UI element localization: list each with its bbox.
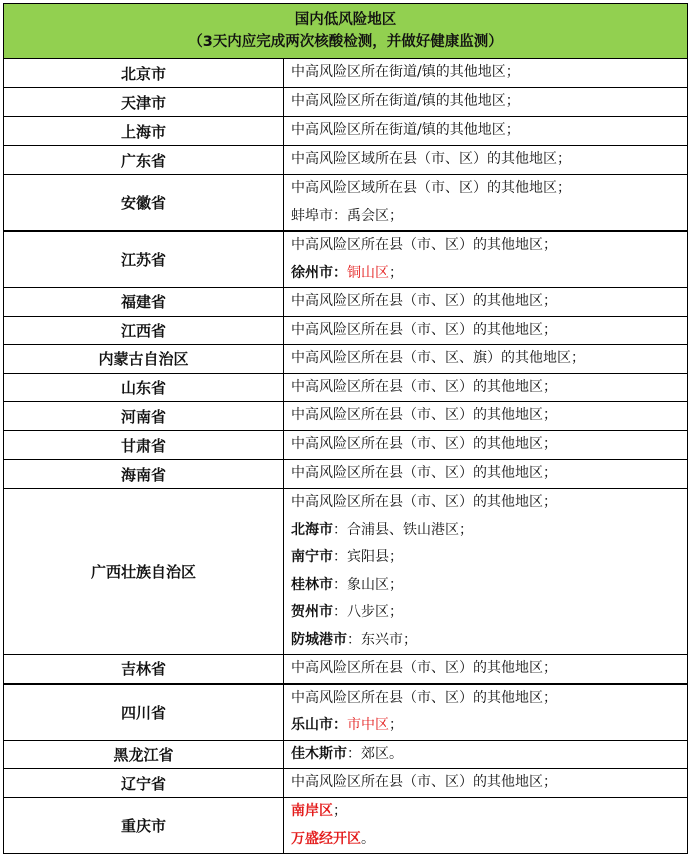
- province-cell: 山东省: [4, 373, 284, 402]
- city-line: [291, 741, 687, 769]
- area-cell: [284, 146, 688, 175]
- area-cell: [284, 231, 688, 288]
- city-line: [291, 517, 687, 545]
- table-row: [4, 146, 688, 175]
- area-line: 中高风险区所在街道/镇的其他地区；: [291, 64, 520, 81]
- table-row: [4, 460, 688, 489]
- table-subtitle: （3天内应完成两次核酸检测，并做好健康监测）: [188, 34, 503, 50]
- area-cell: [284, 740, 688, 769]
- area-line: 中高风险区所在县（市、区、旗）的其他地区；: [291, 350, 585, 366]
- province-cell: 甘肃省: [4, 431, 284, 460]
- table-title: 国内低风险地区: [294, 12, 397, 28]
- district-list: ：象山区；: [333, 576, 403, 593]
- city-name: 徐州市：: [291, 264, 347, 281]
- area-cell: [284, 316, 688, 345]
- district-list: ：东兴市；: [347, 631, 417, 648]
- table-row: [4, 798, 688, 854]
- line-end: ；: [389, 264, 403, 281]
- red-area-line: [291, 826, 687, 854]
- table-row: [4, 740, 688, 769]
- province-cell: 黑龙江省: [4, 740, 284, 769]
- area-line: 中高风险区域所在县（市、区）的其他地区；: [291, 151, 571, 168]
- province-cell: 江苏省: [4, 231, 284, 288]
- area-cell: [284, 431, 688, 460]
- area-line: 蚌埠市：禹会区；: [291, 207, 403, 224]
- district-name: 万盛经开区: [291, 830, 361, 847]
- area-cell: [284, 59, 688, 88]
- province-cell: 重庆市: [4, 798, 284, 854]
- table-row: [4, 345, 688, 374]
- district-name: 南岸区: [291, 803, 333, 819]
- table-row: [4, 655, 688, 684]
- table-header: [4, 4, 688, 59]
- city-name: 北海市: [291, 521, 333, 538]
- area-cell: [284, 769, 688, 798]
- area-line: 中高风险区域所在县（市、区）的其他地区；: [291, 180, 571, 196]
- table-header-row: [4, 4, 688, 59]
- table-row: [4, 769, 688, 798]
- table-row: [4, 431, 688, 460]
- table-row: [4, 684, 688, 741]
- area-line: 中高风险区所在县（市、区）的其他地区；: [291, 407, 557, 424]
- area-cell: [284, 345, 688, 374]
- city-name: 佳木斯市: [291, 745, 347, 762]
- area-line: 中高风险区所在县（市、区）的其他地区；: [291, 436, 557, 453]
- line-end: ；: [389, 717, 403, 733]
- province-cell: 广西壮族自治区: [4, 489, 284, 655]
- area-cell: [284, 460, 688, 489]
- table-row: [4, 373, 688, 402]
- table-row: [4, 88, 688, 117]
- city-name: 南宁市: [291, 549, 333, 565]
- city-line: [291, 627, 687, 655]
- area-line: 中高风险区所在县（市、区）的其他地区；: [291, 660, 557, 676]
- city-line: [291, 544, 687, 572]
- province-cell: 海南省: [4, 460, 284, 489]
- province-cell: 辽宁省: [4, 769, 284, 798]
- district-list: ：八步区；: [333, 604, 403, 620]
- area-line: 中高风险区所在街道/镇的其他地区；: [291, 93, 520, 110]
- area-line: 中高风险区所在县（市、区）的其他地区；: [291, 237, 557, 253]
- table-row: [4, 231, 688, 288]
- city-name: 防城港市: [291, 631, 347, 648]
- table-row: [4, 489, 688, 655]
- line-end: ；: [333, 803, 347, 819]
- red-area-line: [291, 798, 687, 826]
- table-row: [4, 175, 688, 232]
- province-cell: 广东省: [4, 146, 284, 175]
- province-cell: 上海市: [4, 117, 284, 146]
- area-line-detail: [291, 260, 687, 288]
- province-cell: 河南省: [4, 402, 284, 431]
- area-cell: [284, 373, 688, 402]
- province-cell: 福建省: [4, 288, 284, 317]
- area-line: 中高风险区所在县（市、区）的其他地区；: [291, 293, 557, 309]
- province-cell: 江西省: [4, 316, 284, 345]
- district-list: ：郊区。: [347, 745, 403, 762]
- district-list: ：合浦县、铁山港区；: [333, 521, 473, 538]
- area-line: 中高风险区所在县（市、区）的其他地区；: [291, 689, 557, 706]
- table-row: [4, 402, 688, 431]
- area-line: 中高风险区所在街道/镇的其他地区；: [291, 122, 520, 139]
- table-row: [4, 117, 688, 146]
- city-name: 贺州市: [291, 604, 333, 620]
- province-cell: 安徽省: [4, 175, 284, 232]
- area-cell: [284, 175, 688, 232]
- area-line: 中高风险区所在县（市、区）的其他地区；: [291, 494, 557, 510]
- area-cell: [284, 117, 688, 146]
- area-line: 中高风险区所在县（市、区）的其他地区；: [291, 321, 557, 338]
- area-cell: [284, 798, 688, 854]
- area-line: 中高风险区所在县（市、区）的其他地区；: [291, 774, 557, 791]
- area-cell: [284, 402, 688, 431]
- province-cell: 四川省: [4, 684, 284, 741]
- city-line: [291, 599, 687, 627]
- province-cell: 内蒙古自治区: [4, 345, 284, 374]
- low-risk-areas-table: [3, 3, 688, 854]
- district-name: 市中区: [347, 717, 389, 733]
- area-line: 中高风险区所在县（市、区）的其他地区；: [291, 465, 557, 482]
- area-cell: [284, 88, 688, 117]
- area-cell: [284, 684, 688, 741]
- city-line: [291, 572, 687, 600]
- table-row: [4, 316, 688, 345]
- area-cell: [284, 655, 688, 684]
- city-name: 乐山市：: [291, 717, 347, 733]
- province-cell: 吉林省: [4, 655, 284, 684]
- city-name: 桂林市: [291, 576, 333, 593]
- province-cell: 北京市: [4, 59, 284, 88]
- district-name: 铜山区: [347, 264, 389, 281]
- area-line: 中高风险区所在县（市、区）的其他地区；: [291, 378, 557, 395]
- line-end: 。: [361, 830, 375, 847]
- area-line-detail: [291, 712, 687, 740]
- table-row: [4, 59, 688, 88]
- area-cell: [284, 288, 688, 317]
- area-cell: [284, 489, 688, 655]
- district-list: ：宾阳县；: [333, 549, 403, 565]
- table-row: [4, 288, 688, 317]
- province-cell: 天津市: [4, 88, 284, 117]
